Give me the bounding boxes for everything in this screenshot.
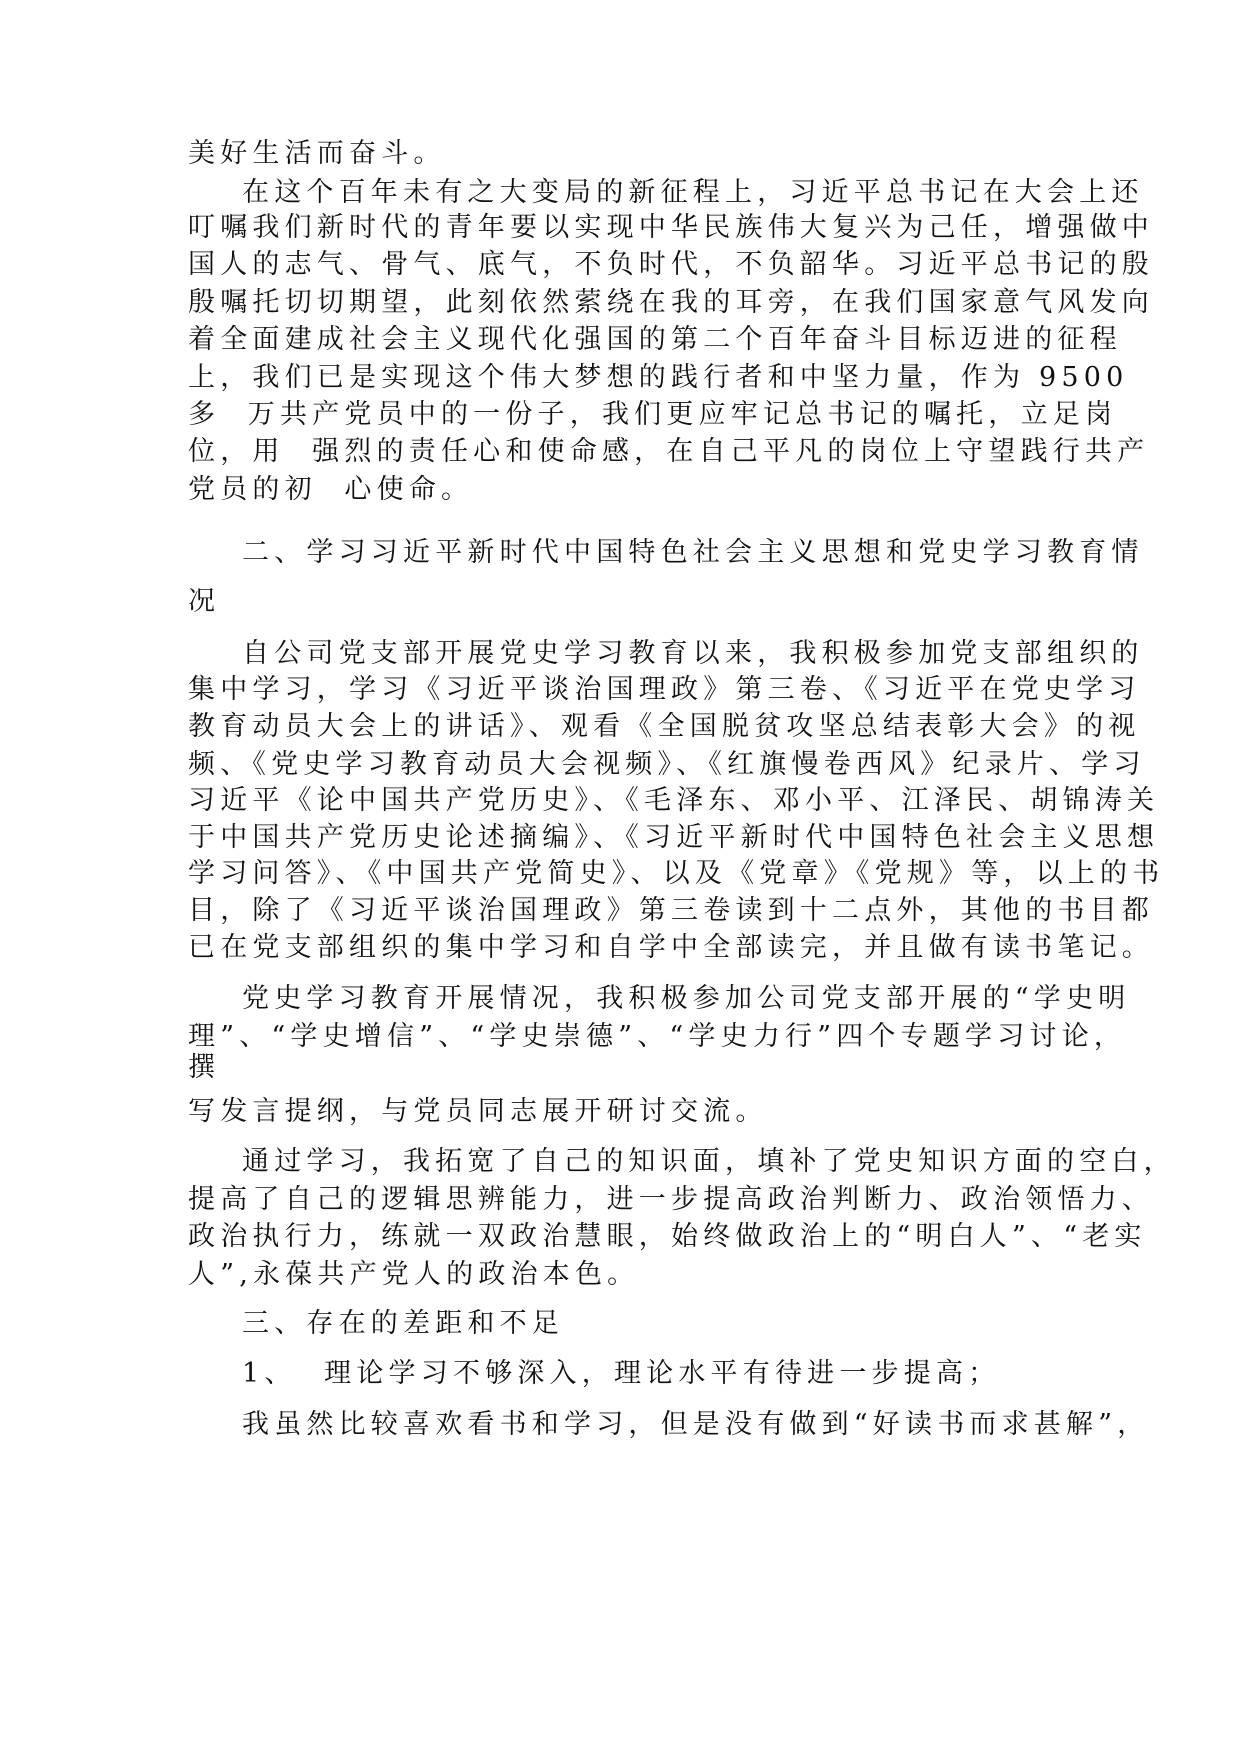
text-line: 已在党支部组织的集中学习和自学中全部读完，并且做有读书笔记。 [188, 932, 1154, 963]
text-line: 理”、“学史增信”、“学史崇德”、“学史力行”四个专题学习讨论， [188, 1021, 1127, 1052]
paragraph-first-line: 我虽然比较喜欢看书和学习，但是没有做到“好读书而求甚解”， [242, 1409, 1150, 1440]
text-line: 教育动员大会上的讲话》、观看《全国脱贫攻坚总结表彰大会》的视 [188, 711, 1141, 742]
paragraph-first-line: 自公司党支部开展党史学习教育以来，我积极参加党支部组织的 [242, 638, 1144, 669]
text-line: 上，我们已是实现这个伟大梦想的践行者和中坚力量，作为 9500 [188, 362, 1129, 393]
text-line: 多 万共产党员中的一份子，我们更应牢记总书记的嘱托，立足岗 [188, 399, 1118, 430]
text-line: 位，用 强烈的责任心和使命感，在自己平凡的岗位上守望践行共产 [188, 436, 1150, 467]
text-line: 频、《党史学习教育动员大会视频》、《红旗慢卷西风》纪录片、学习 [188, 749, 1146, 780]
section-heading: 二、学习习近平新时代中国特色社会主义思想和党史学习教育情 [242, 537, 1144, 568]
section-heading-continuation: 况 [188, 586, 221, 617]
text-line: 政治执行力，练就一双政治慧眼，始终做政治上的“明白人”、“老实 [188, 1221, 1147, 1252]
numbered-item: 1、 理论学习不够深入，理论水平有待进一步提高； [242, 1358, 1001, 1389]
paragraph-first-line: 党史学习教育开展情况，我积极参加公司党支部开展的“学史明 [242, 983, 1131, 1014]
text-line: 党员的初 心使命。 [188, 474, 474, 505]
text-line: 写发言提纲，与党员同志展开研讨交流。 [188, 1096, 768, 1127]
section-heading: 三、存在的差距和不足 [242, 1308, 564, 1339]
text-line: 于中国共产党历史论述摘编》、《习近平新时代中国特色社会主义思想 [188, 822, 1160, 853]
text-line: 学习问答》、《中国共产党简史》、以及《党章》《党规》等，以上的书 [188, 858, 1165, 889]
text-line: 人”,永葆共产党人的政治本色。 [188, 1259, 640, 1290]
text-line: 国人的志气、骨气、底气，不负时代，不负韶华。习近平总书记的殷 [188, 249, 1154, 280]
text-line: 集中学习，学习《习近平谈治国理政》第三卷、《习近平在党史学习 [188, 674, 1141, 705]
text-line: 目，除了《习近平谈治国理政》第三卷读到十二点外，其他的书目都 [188, 895, 1154, 926]
text-line: 习近平《论中国共产党历史》、《毛泽东、邓小平、江泽民、胡锦涛关 [188, 785, 1160, 816]
text-line: 着全面建成社会主义现代化强国的第二个百年奋斗目标迈进的征程 [188, 324, 1122, 355]
paragraph-first-line: 通过学习，我拓宽了自己的知识面，填补了党史知识方面的空白， [242, 1146, 1176, 1177]
text-line: 提高了自己的逻辑思辨能力，进一步提高政治判断力、政治领悟力、 [188, 1184, 1154, 1215]
paragraph-first-line: 在这个百年未有之大变局的新征程上，习近平总书记在大会上还 [242, 177, 1144, 208]
text-line: 叮嘱我们新时代的青年要以实现中华民族伟大复兴为己任，增强做中 [188, 212, 1154, 243]
text-line: 殷嘱托切切期望，此刻依然萦绕在我的耳旁，在我们国家意气风发向 [188, 287, 1154, 318]
text-line: 美好生活而奋斗。 [188, 138, 446, 169]
text-line: 撰 [188, 1052, 221, 1083]
